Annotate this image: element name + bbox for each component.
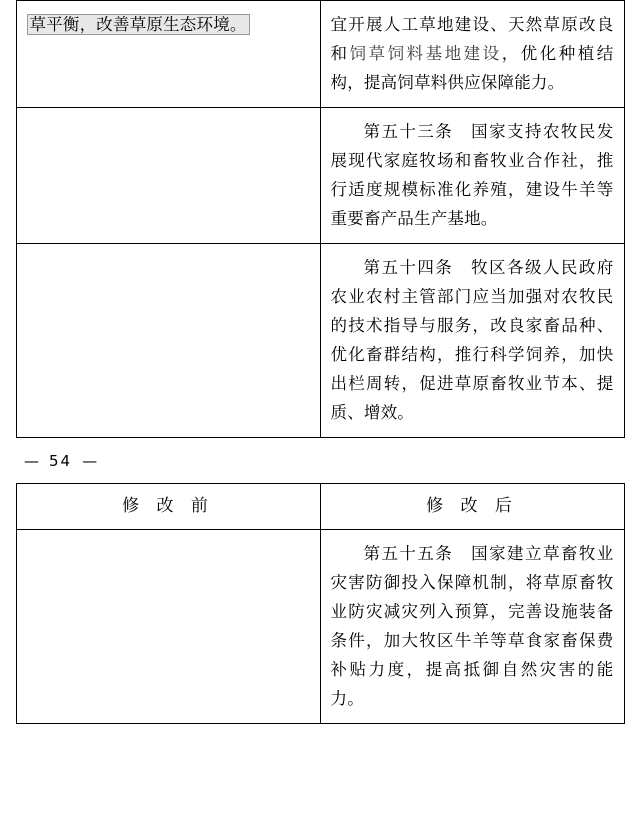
after-lead-text: 宜开展人工草地建设、天然草原改良和 <box>330 15 614 63</box>
table-cell-after <box>320 108 624 244</box>
bottom-table-wrapper <box>0 483 640 724</box>
table-row <box>16 108 624 244</box>
after-text-continued <box>331 10 614 97</box>
column-header-after: 修 改 后 <box>320 484 624 530</box>
table-header-row <box>16 484 624 530</box>
after-thin-text: 饲草饲料基地建设 <box>349 44 502 63</box>
folio-page-number: 54 <box>49 452 73 470</box>
comparison-table-bottom <box>16 483 625 724</box>
page-folio <box>16 438 624 483</box>
table-row <box>16 530 624 724</box>
highlighted-fragment: 草平衡，改善草原生态环境。 <box>27 14 250 35</box>
table-cell-before <box>16 1 320 108</box>
comparison-table-top <box>16 0 625 438</box>
table-cell-before <box>16 530 320 724</box>
article-53-text: 第五十三条 国家支持农牧民发展现代家庭牧场和畜牧业合作社，推行适度规模标准化养殖，建设牛羊等重要畜产品生产基地。 <box>330 122 614 228</box>
table-cell-after <box>320 1 624 108</box>
table-cell-before <box>16 108 320 244</box>
table-cell-before <box>16 244 320 438</box>
article-54-text: 第五十四条 牧区各级人民政府农业农村主管部门应当加强对农牧民的技术指导与服务，改良家畜品种、优化畜群结构，推行科学饲养，加快出栏周转，促进草原畜牧业节本、提质、增效。 <box>330 258 614 422</box>
after-tail-text: ，优化种植结构，提高饲草料供应保障能力。 <box>330 44 614 92</box>
table-cell-after <box>320 244 624 438</box>
folio-right-dash: — <box>82 452 98 470</box>
table-row <box>16 244 624 438</box>
table-cell-after <box>320 530 624 724</box>
before-text-continued <box>27 10 310 39</box>
article-55-text: 第五十五条 国家建立草畜牧业灾害防御投入保障机制，将草原畜牧业防灾减灾列入预算，完善设施装备条件，加大牧区牛羊等草食家畜保费补贴力度，提高抵御自然灾害的能力。 <box>330 544 614 708</box>
column-header-before: 修 改 前 <box>16 484 320 530</box>
table-row <box>16 1 624 108</box>
folio-left-dash: — <box>24 452 39 470</box>
